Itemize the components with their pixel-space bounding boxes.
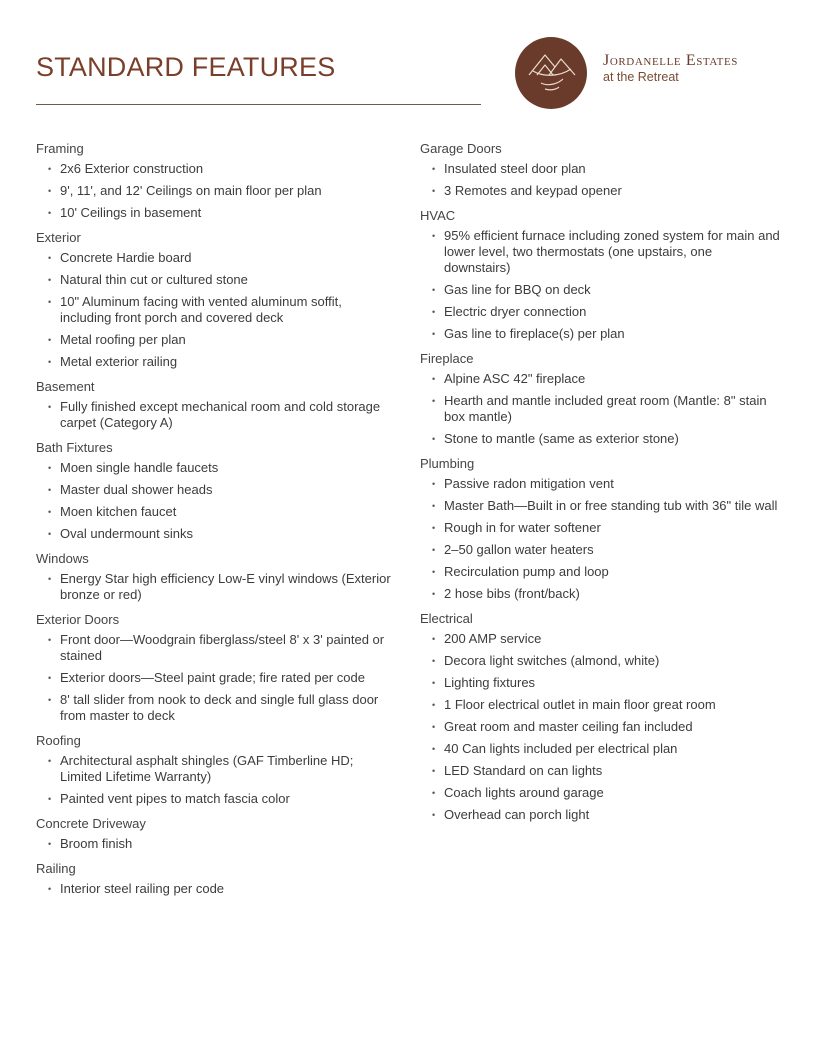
feature-list xyxy=(36,836,396,852)
feature-item: • Architectural asphalt shingles (GAF Timberline HD; Limited Lifetime Warranty) xyxy=(36,753,396,785)
feature-item: • Recirculation pump and loop xyxy=(420,564,780,580)
feature-list xyxy=(420,476,780,602)
feature-item: • Lighting fixtures xyxy=(420,675,780,691)
mountain-logo-icon xyxy=(515,37,587,109)
feature-item: • Gas line for BBQ on deck xyxy=(420,282,780,298)
section-title: Electrical xyxy=(420,611,473,626)
feature-item: • 10" Aluminum facing with vented aluminum soffit, including front porch and covered deck xyxy=(36,294,396,326)
section-concrete-driveway xyxy=(36,815,396,852)
feature-item: • 2x6 Exterior construction xyxy=(36,161,396,177)
feature-item: • Broom finish xyxy=(36,836,396,852)
brand-logo xyxy=(515,37,587,109)
brand-block xyxy=(603,52,738,85)
section-roofing xyxy=(36,732,396,807)
section-title: Framing xyxy=(36,141,84,156)
section-title: Railing xyxy=(36,861,76,876)
feature-item: • Hearth and mantle included great room (Mantle: 8" stain box mantle) xyxy=(420,393,780,425)
feature-list xyxy=(36,571,396,603)
section-windows xyxy=(36,550,396,603)
feature-item: • Painted vent pipes to match fascia color xyxy=(36,791,396,807)
feature-item: • Moen single handle faucets xyxy=(36,460,396,476)
feature-item: • Stone to mantle (same as exterior stone) xyxy=(420,431,780,447)
section-title: Fireplace xyxy=(420,351,474,366)
feature-item: • 8' tall slider from nook to deck and single full glass door from master to deck xyxy=(36,692,396,724)
feature-item: • Interior steel railing per code xyxy=(36,881,396,897)
feature-list xyxy=(36,753,396,807)
section-title: HVAC xyxy=(420,208,456,223)
section-basement xyxy=(36,378,396,431)
feature-item: • 2–50 gallon water heaters xyxy=(420,542,780,558)
feature-item: • Electric dryer connection xyxy=(420,304,780,320)
feature-item: • Front door—Woodgrain fiberglass/steel 8' x 3' painted or stained xyxy=(36,632,396,664)
feature-list xyxy=(420,371,780,447)
section-title: Bath Fixtures xyxy=(36,440,113,455)
feature-item: • 200 AMP service xyxy=(420,631,780,647)
feature-item: • 2 hose bibs (front/back) xyxy=(420,586,780,602)
section-plumbing xyxy=(420,455,780,602)
section-title: Garage Doors xyxy=(420,141,502,156)
section-title: Concrete Driveway xyxy=(36,816,146,831)
right-column xyxy=(420,140,780,831)
section-exterior xyxy=(36,229,396,370)
feature-item: • 1 Floor electrical outlet in main floor great room xyxy=(420,697,780,713)
feature-list xyxy=(36,632,396,724)
feature-item: • Energy Star high efficiency Low-E vinyl windows (Exterior bronze or red) xyxy=(36,571,396,603)
section-title: Basement xyxy=(36,379,95,394)
feature-item: • 3 Remotes and keypad opener xyxy=(420,183,780,199)
feature-list xyxy=(36,250,396,370)
page-title: STANDARD FEATURES xyxy=(36,52,336,82)
feature-item: • Metal roofing per plan xyxy=(36,332,396,348)
feature-list xyxy=(420,161,780,199)
feature-list xyxy=(36,161,396,221)
feature-item: • 40 Can lights included per electrical plan xyxy=(420,741,780,757)
section-title: Exterior Doors xyxy=(36,612,120,627)
feature-item: • Alpine ASC 42" fireplace xyxy=(420,371,780,387)
feature-item: • 95% efficient furnace including zoned system for main and lower level, two thermostats (one upstairs, one downstairs) xyxy=(420,228,780,276)
feature-item: • Coach lights around garage xyxy=(420,785,780,801)
left-column xyxy=(36,140,396,905)
feature-item: • 9', 11', and 12' Ceilings on main floor per plan xyxy=(36,183,396,199)
brand-subtitle: at the Retreat xyxy=(603,70,679,84)
section-hvac xyxy=(420,207,780,342)
feature-item: • Moen kitchen faucet xyxy=(36,504,396,520)
section-title: Plumbing xyxy=(420,456,475,471)
section-title: Roofing xyxy=(36,733,81,748)
section-fireplace xyxy=(420,350,780,447)
feature-item: • 10' Ceilings in basement xyxy=(36,205,396,221)
feature-item: • Gas line to fireplace(s) per plan xyxy=(420,326,780,342)
feature-item: • Metal exterior railing xyxy=(36,354,396,370)
section-title: Windows xyxy=(36,551,89,566)
feature-list xyxy=(420,631,780,823)
feature-item: • Fully finished except mechanical room and cold storage carpet (Category A) xyxy=(36,399,396,431)
section-electrical xyxy=(420,610,780,823)
feature-item: • Concrete Hardie board xyxy=(36,250,396,266)
section-exterior-doors xyxy=(36,611,396,724)
brand-name: Jordanelle Estates xyxy=(603,52,739,69)
section-bath-fixtures xyxy=(36,439,396,542)
feature-item: • Exterior doors—Steel paint grade; fire rated per code xyxy=(36,670,396,686)
feature-list xyxy=(420,228,780,342)
feature-item: • Master Bath—Built in or free standing tub with 36" tile wall xyxy=(420,498,780,514)
section-framing xyxy=(36,140,396,221)
feature-item: • Great room and master ceiling fan included xyxy=(420,719,780,735)
feature-item: • Passive radon mitigation vent xyxy=(420,476,780,492)
feature-list xyxy=(36,881,396,897)
feature-item: • LED Standard on can lights xyxy=(420,763,780,779)
feature-item: • Decora light switches (almond, white) xyxy=(420,653,780,669)
feature-list xyxy=(36,399,396,431)
feature-item: • Oval undermount sinks xyxy=(36,526,396,542)
title-divider xyxy=(36,104,481,105)
feature-item: • Master dual shower heads xyxy=(36,482,396,498)
feature-item: • Insulated steel door plan xyxy=(420,161,780,177)
feature-item: • Overhead can porch light xyxy=(420,807,780,823)
section-railing xyxy=(36,860,396,897)
feature-item: • Rough in for water softener xyxy=(420,520,780,536)
section-garage-doors xyxy=(420,140,780,199)
feature-item: • Natural thin cut or cultured stone xyxy=(36,272,396,288)
section-title: Exterior xyxy=(36,230,81,245)
feature-list xyxy=(36,460,396,542)
